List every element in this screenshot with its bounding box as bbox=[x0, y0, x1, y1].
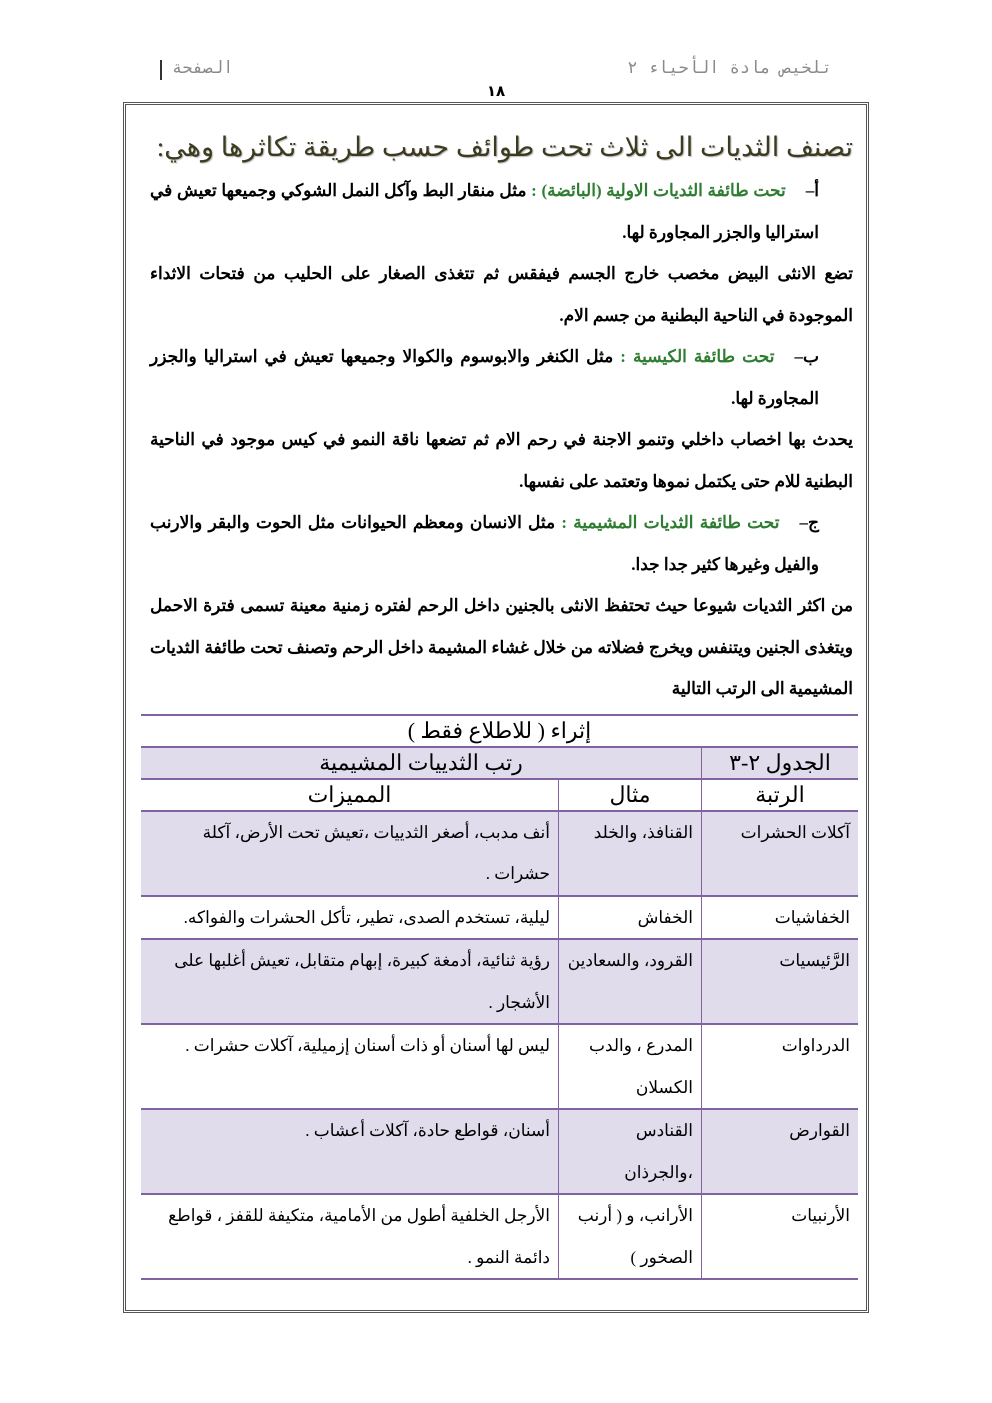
subclass-examples: مثل الانسان ومعظم الحيوانات مثل الحوت والبقر والارنب والفيل وغيرها كثير جدا جدا. bbox=[150, 513, 819, 574]
table-row bbox=[141, 811, 858, 896]
example-cell: الأرانب، و ( أرنب الصخور ) bbox=[559, 1194, 702, 1279]
subclass-description: من اكثر الثديات شيوعا حيث تحتفظ الانثى بالجنين داخل الرحم لفتره زمنية معينة تسمى فترة الاحمل ويتغذى الجنين ويتنفس ويخرج فضلاته من خلال غشاء المشيمة داخل الرحم وتصنف تحت طائفة الثديات المشيمية الى الرتب التالية bbox=[150, 596, 853, 698]
column-header: مثال bbox=[559, 779, 702, 811]
features-cell: الأرجل الخلفية أطول من الأمامية، متكيفة للقفز ، قواطع دائمة النمو . bbox=[141, 1194, 559, 1279]
example-cell: القرود، والسعادين bbox=[559, 939, 702, 1024]
placental-orders-table bbox=[141, 714, 858, 1281]
subclass-examples: مثل الكنغر والابوسوم والكوالا وجميعها تعيش في استراليا والجزر المجاورة لها. bbox=[150, 347, 819, 408]
page-number: ١٨ bbox=[486, 82, 506, 100]
running-header-title: تلخيص مادة الأحياء ٢ bbox=[627, 58, 832, 78]
order-cell: الدرداوات bbox=[702, 1024, 859, 1109]
table-row bbox=[141, 1024, 858, 1109]
order-cell: القوارض bbox=[702, 1109, 859, 1194]
table-row bbox=[141, 896, 858, 940]
header-divider bbox=[160, 60, 162, 80]
subclass-description: يحدث بها اخصاب داخلي وتنمو الاجنة في رحم الام ثم تضعها ناقة النمو في كيس موجود في الناحية البطنية للام حتى يكتمل نموها وتعتمد على نفسها. bbox=[150, 430, 853, 491]
example-cell: المدرع ، والدب الكسلان bbox=[559, 1024, 702, 1109]
table-title: رتب الثدييات المشيمية bbox=[141, 747, 702, 779]
subclass-examples: مثل منقار البط وآكل النمل الشوكي وجميعها تعيش في استراليا والجزر المجاورة لها. bbox=[150, 181, 819, 242]
features-cell: ليس لها أسنان أو ذات أسنان إزميلية، آكلات حشرات . bbox=[141, 1024, 559, 1109]
item-marker: أ– bbox=[805, 181, 819, 200]
subclass-label: تحت طائفة الثديات الاولية (البائضة) : bbox=[531, 181, 786, 200]
table-row bbox=[141, 1109, 858, 1194]
body-text bbox=[150, 125, 853, 710]
column-header: المميزات bbox=[141, 779, 559, 811]
subclass-label: تحت طائفة الثديات المشيمية : bbox=[561, 513, 780, 532]
order-cell: الأرنبيات bbox=[702, 1194, 859, 1279]
page-content bbox=[141, 105, 858, 1280]
subclass-item bbox=[150, 170, 853, 253]
order-cell: آكلات الحشرات bbox=[702, 811, 859, 896]
order-cell: الخفاشيات bbox=[702, 896, 859, 940]
subclass-item bbox=[150, 502, 853, 585]
example-cell: القنافذ، والخلد bbox=[559, 811, 702, 896]
subclass-description: تضع الانثى البيض مخصب خارج الجسم فيفقس ثم تتغذى الصغار على الحليب من فتحات الاثداء الموجودة في الناحية البطنية من جسم الام. bbox=[150, 264, 853, 325]
table-row bbox=[141, 939, 858, 1024]
features-cell: أنف مدبب، أصغر الثدييات ،تعيش تحت الأرض، آكلة حشرات . bbox=[141, 811, 559, 896]
item-marker: ج– bbox=[799, 513, 819, 532]
enrichment-caption: إثراء ( للاطلاع فقط ) bbox=[141, 715, 858, 747]
section-heading: تصنف الثديات الى ثلاث تحت طوائف حسب طريقة تكاثرها وهي: bbox=[156, 132, 853, 162]
example-cell: الخفاش bbox=[559, 896, 702, 940]
column-header: الرتبة bbox=[702, 779, 859, 811]
example-cell: القنادس ،والجرذان bbox=[559, 1109, 702, 1194]
order-cell: الرَّئيسيات bbox=[702, 939, 859, 1024]
features-cell: أسنان، قواطع حادة، آكلات أعشاب . bbox=[141, 1109, 559, 1194]
table-row bbox=[141, 1194, 858, 1279]
page-border bbox=[123, 102, 869, 1313]
item-marker: ب– bbox=[794, 347, 820, 366]
features-cell: ليلية، تستخدم الصدى، تطير، تأكل الحشرات والفواكه. bbox=[141, 896, 559, 940]
table-number: الجدول ٢-٣ bbox=[702, 747, 859, 779]
subclass-item bbox=[150, 336, 853, 419]
subclass-label: تحت طائفة الكيسية : bbox=[620, 347, 775, 366]
running-header-page-label: الصفحة bbox=[172, 58, 234, 78]
features-cell: رؤية ثنائية، أدمغة كبيرة، إبهام متقابل، تعيش أغلبها على الأشجار . bbox=[141, 939, 559, 1024]
